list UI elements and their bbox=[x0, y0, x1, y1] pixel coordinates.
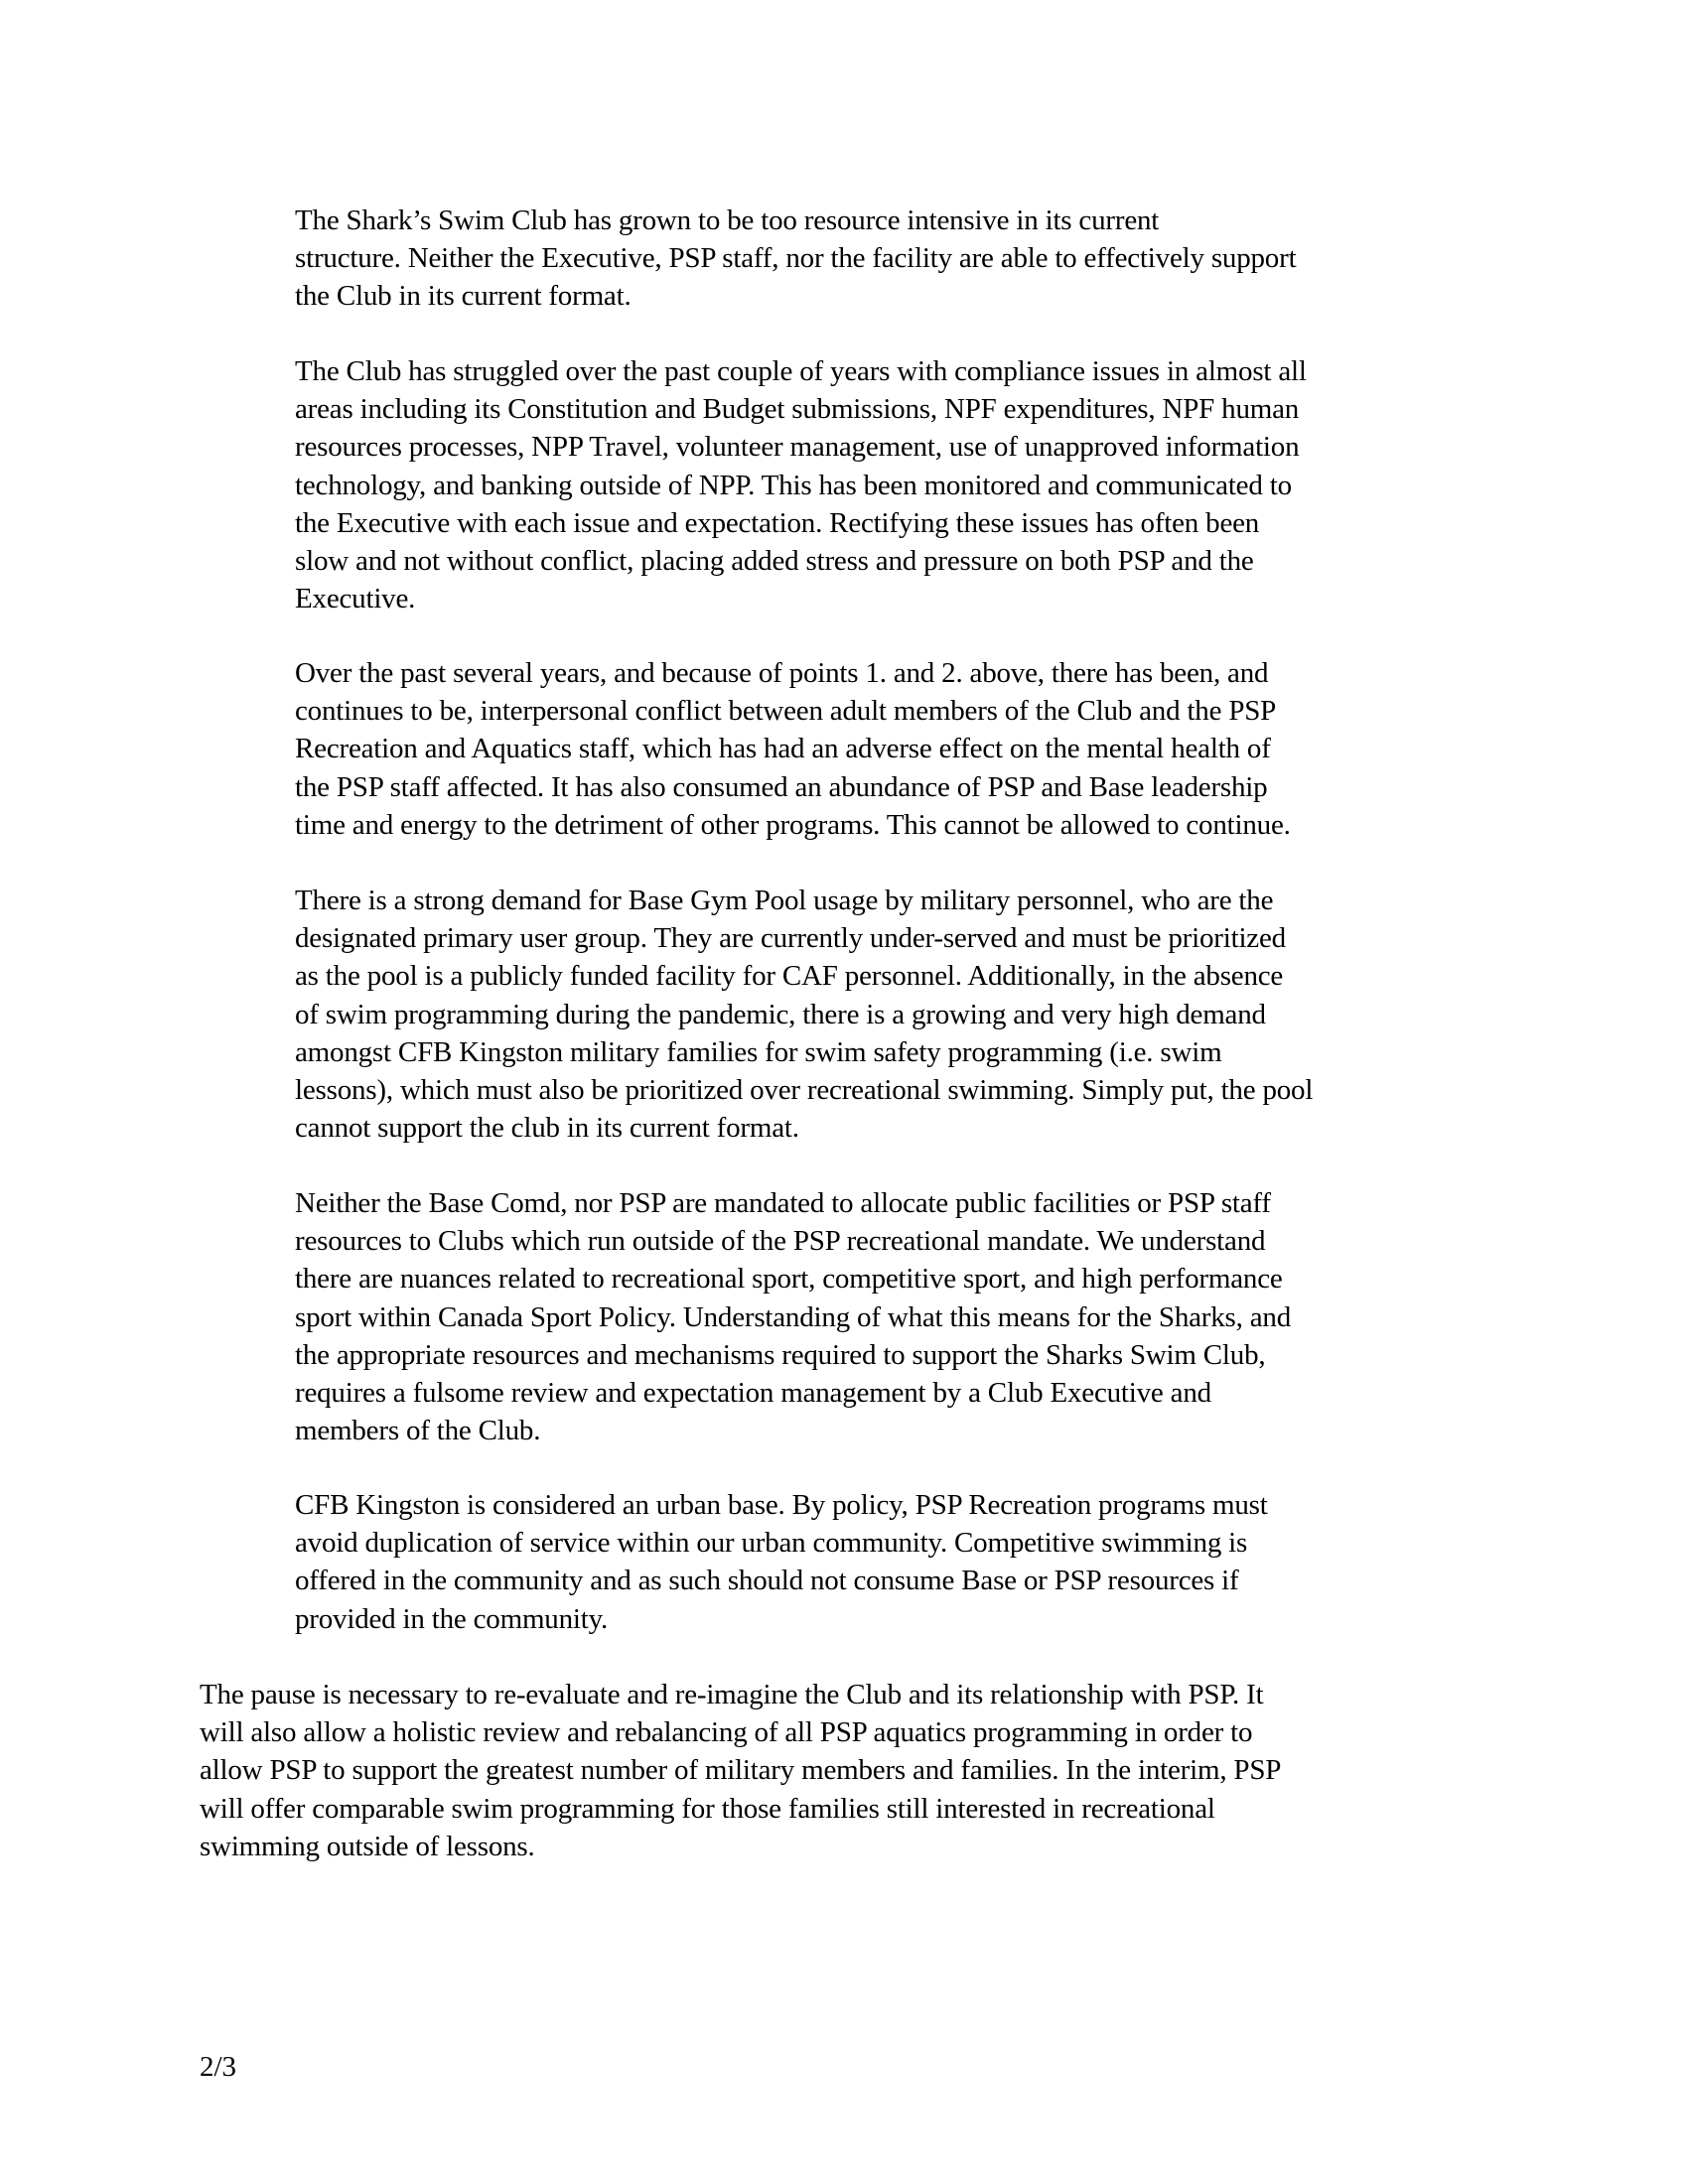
text-line: amongst CFB Kingston military families for swim safety programming (i.e. swim bbox=[295, 1035, 1222, 1068]
paragraph-urban-base bbox=[295, 1486, 1268, 1638]
text-line: the PSP staff affected. It has also consumed an abundance of PSP and Base leadership bbox=[295, 770, 1268, 803]
text-line: sport within Canada Sport Policy. Understanding of what this means for the Sharks, and bbox=[295, 1300, 1292, 1333]
text-line: Over the past several years, and because of points 1. and 2. above, there has been, and bbox=[295, 657, 1269, 689]
text-line: The pause is necessary to re-evaluate and re-imagine the Club and its relationship with PSP. It bbox=[200, 1679, 1264, 1710]
text-line: as the pool is a publicly funded facility for CAF personnel. Additionally, in the absence bbox=[295, 960, 1284, 993]
text-line: structure. Neither the Executive, PSP staff, nor the facility are able to effectively support bbox=[295, 242, 1297, 275]
text-line: lessons), which must also be prioritized over recreational swimming. Simply put, the pool bbox=[295, 1074, 1314, 1107]
page-number: 2/3 bbox=[200, 2051, 237, 2083]
paragraph-mandate bbox=[295, 1184, 1291, 1449]
text-line: allow PSP to support the greatest number of military members and families. In the interim, PSP bbox=[200, 1754, 1282, 1787]
text-line: CFB Kingston is considered an urban base. By policy, PSP Recreation programs must bbox=[295, 1489, 1268, 1521]
text-line: avoid duplication of service within our urban community. Competitive swimming is bbox=[295, 1527, 1248, 1560]
text-line: slow and not without conflict, placing added stress and pressure on both PSP and the bbox=[295, 545, 1254, 578]
text-line: time and energy to the detriment of other programs. This cannot be allowed to continue. bbox=[295, 808, 1291, 841]
text-line: There is a strong demand for Base Gym Pool usage by military personnel, who are the bbox=[295, 885, 1274, 916]
paragraph-pool-demand bbox=[295, 882, 1313, 1147]
text-line: resources processes, NPP Travel, volunteer management, use of unapproved information bbox=[295, 431, 1300, 464]
paragraph-resource-intensive bbox=[295, 202, 1296, 316]
text-line: areas including its Constitution and Budget submissions, NPF expenditures, NPF human bbox=[295, 393, 1300, 426]
text-line: of swim programming during the pandemic, there is a growing and very high demand bbox=[295, 998, 1266, 1030]
text-line: swimming outside of lessons. bbox=[200, 1830, 535, 1862]
text-line: the appropriate resources and mechanisms required to support the Sharks Swim Club, bbox=[295, 1338, 1266, 1371]
text-line: Executive. bbox=[295, 583, 416, 615]
text-line: continues to be, interpersonal conflict between adult members of the Club and the PSP bbox=[295, 695, 1277, 728]
text-line: requires a fulsome review and expectation management by a Club Executive and bbox=[295, 1377, 1211, 1410]
text-line: cannot support the club in its current format. bbox=[295, 1112, 799, 1145]
text-line: will also allow a holistic review and rebalancing of all PSP aquatics programming in order to bbox=[200, 1716, 1253, 1749]
text-line: designated primary user group. They are currently under-served and must be prioritized bbox=[295, 922, 1286, 955]
text-line: Neither the Base Comd, nor PSP are mandated to allocate public facilities or PSP staff bbox=[295, 1187, 1271, 1219]
text-line: The Shark’s Swim Club has grown to be too resource intensive in its current bbox=[295, 205, 1160, 236]
text-line: the Club in its current format. bbox=[295, 280, 632, 313]
text-line: there are nuances related to recreational sport, competitive sport, and high performance bbox=[295, 1263, 1283, 1296]
text-line: the Executive with each issue and expectation. Rectifying these issues has often been bbox=[295, 506, 1260, 539]
paragraph-pause-rationale bbox=[200, 1676, 1281, 1865]
text-line: members of the Club. bbox=[295, 1415, 541, 1447]
text-line: resources to Clubs which run outside of the PSP recreational mandate. We understand bbox=[295, 1225, 1266, 1258]
paragraph-interpersonal-conflict bbox=[295, 654, 1291, 844]
text-line: The Club has struggled over the past couple of years with compliance issues in almost all bbox=[295, 355, 1307, 387]
paragraph-compliance-issues bbox=[295, 352, 1307, 617]
text-line: offered in the community and as such should not consume Base or PSP resources if bbox=[295, 1565, 1239, 1597]
text-line: Recreation and Aquatics staff, which has had an adverse effect on the mental health of bbox=[295, 733, 1271, 765]
text-line: technology, and banking outside of NPP. This has been monitored and communicated to bbox=[295, 469, 1292, 501]
text-line: will offer comparable swim programming for those families still interested in recreational bbox=[200, 1792, 1215, 1825]
text-line: provided in the community. bbox=[295, 1602, 609, 1635]
